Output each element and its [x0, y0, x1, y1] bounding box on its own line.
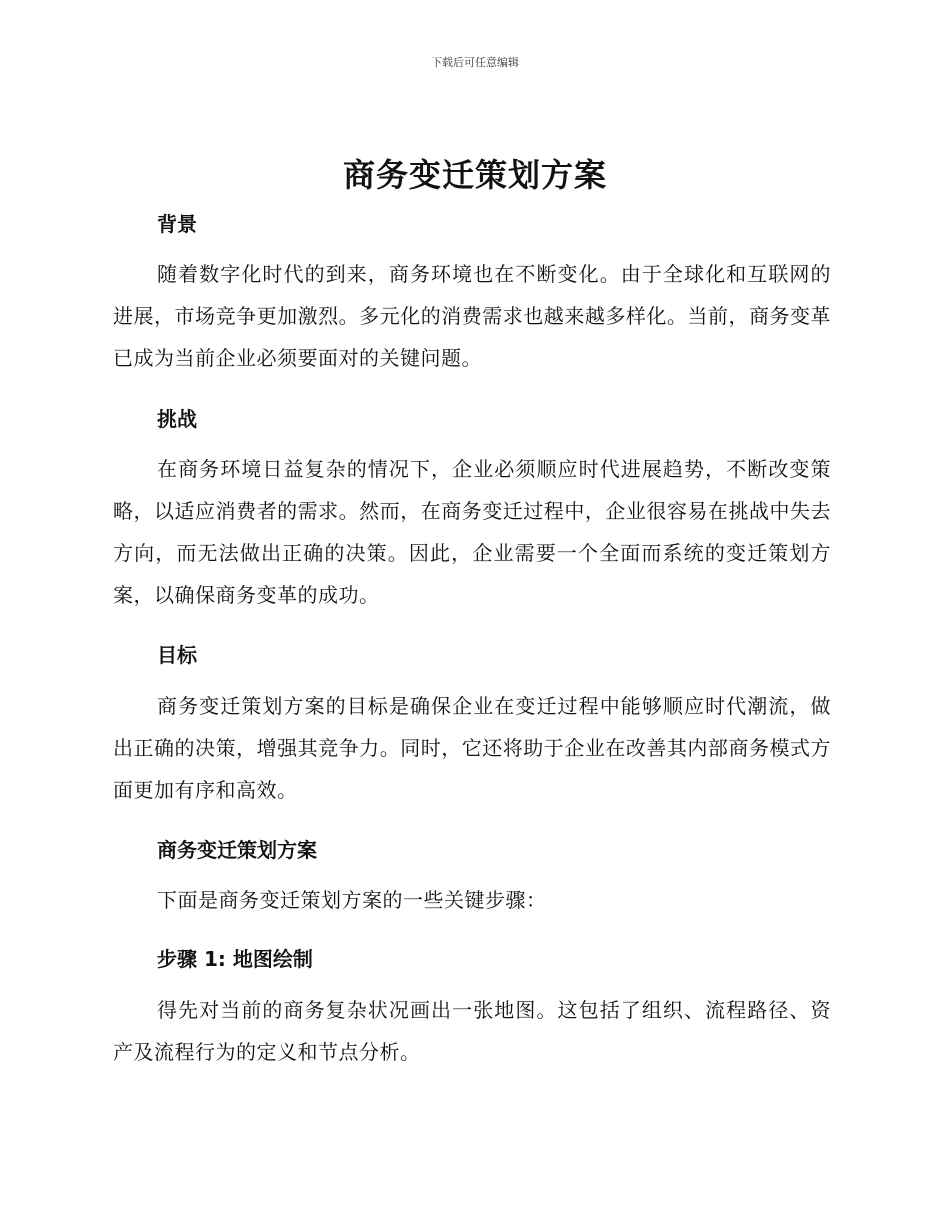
section-paragraph-goal: 商务变迁策划方案的目标是确保企业在变迁过程中能够顺应时代潮流，做出正确的决策，增强其竞争力。同时，它还将助于企业在改善其内部商务模式方面更加有序和高效。: [113, 694, 831, 802]
section-heading-challenge: 挑战: [157, 407, 197, 431]
section-paragraph-challenge: 在商务环境日益复杂的情况下，企业必须顺应时代进展趋势，不断改变策略，以适应消费者的需求。然而，在商务变迁过程中，企业很容易在挑战中失去方向，而无法做出正确的决策。因此，企业需要一个全面而系统的变迁策划方案，以确保商务变革的成功。: [113, 457, 831, 607]
header-note: 下载后可任意编辑: [431, 56, 519, 69]
section-heading-plan: 商务变迁策划方案: [157, 838, 317, 862]
section-paragraph-step-1: 得先对当前的商务复杂状况画出一张地图。这包括了组织、流程路径、资产及流程行为的定义和节点分析。: [113, 998, 831, 1064]
section-heading-goal: 目标: [157, 643, 197, 667]
section-heading-step-1: 步骤 1: 地图绘制: [157, 947, 313, 971]
document-title: 商务变迁策划方案: [342, 156, 607, 194]
section-paragraph-background: 随着数字化时代的到来，商务环境也在不断变化。由于全球化和互联网的进展，市场竞争更加激烈。多元化的消费需求也越来越多样化。当前，商务变革已成为当前企业必须要面对的关键问题。: [113, 262, 831, 370]
section-heading-background: 背景: [157, 212, 197, 236]
section-paragraph-plan: 下面是商务变迁策划方案的一些关键步骤：: [157, 888, 547, 912]
